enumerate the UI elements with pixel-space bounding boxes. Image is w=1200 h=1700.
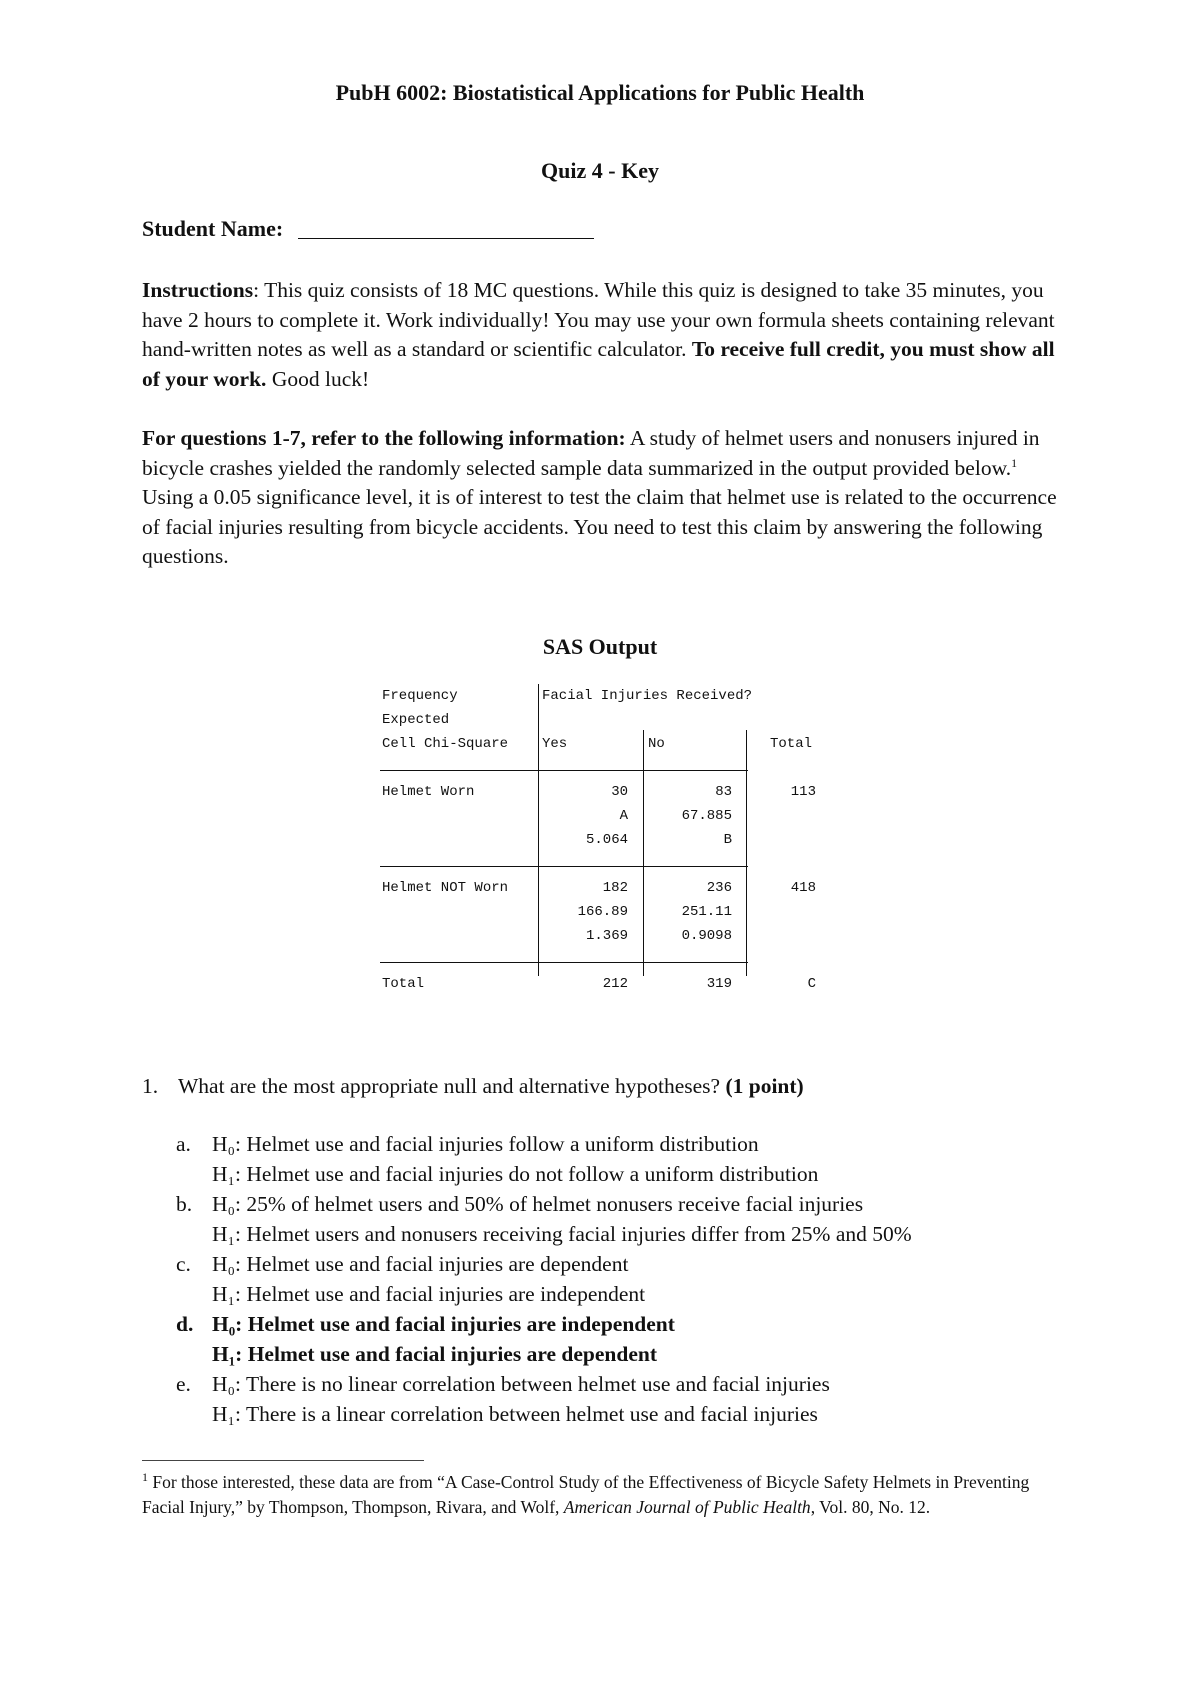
footnote-marker: 1 [1011, 455, 1018, 470]
footnote-divider [142, 1460, 424, 1461]
quiz-title: Quiz 4 - Key [541, 158, 659, 183]
cell-notworn-no-chi-square: 0.9098 [681, 928, 732, 944]
option-h0: H₀: 25% of helmet users and 50% of helmet nonusers receive facial injuries [212, 1192, 864, 1216]
question-points: (1 point) [725, 1074, 804, 1098]
footnote-text-2: , Vol. 80, No. 12. [810, 1496, 931, 1517]
row-label-helmet-worn: Helmet Worn [382, 784, 475, 800]
cell-worn-yes-chi-square: 5.064 [585, 832, 628, 848]
column-variable-label: Facial Injuries Received? [542, 688, 753, 704]
legend-expected: Expected [382, 712, 450, 728]
table-rule-vertical [538, 684, 539, 976]
question-number: 1. [142, 1074, 159, 1098]
option-h0: H₀: Helmet use and facial injuries follow a uniform distribution [212, 1132, 759, 1156]
instructions-label: Instructions [142, 278, 254, 302]
table-rule-horizontal [380, 770, 748, 771]
column-header-yes: Yes [542, 736, 568, 752]
column-header-no: No [648, 736, 665, 752]
cell-notworn-yes-chi-square: 1.369 [585, 928, 628, 944]
legend-cell-chi-square: Cell Chi-Square [382, 736, 509, 752]
cell-worn-yes-frequency: 30 [611, 784, 628, 800]
instructions-closing: Good luck! [266, 366, 370, 391]
option-h1: H₁: Helmet use and facial injuries are independent [212, 1282, 646, 1306]
cell-worn-total: 113 [790, 784, 816, 800]
table-rule-horizontal [380, 866, 748, 867]
cell-grand-total: C [807, 976, 816, 992]
question-prompt: What are the most appropriate null and alternative hypotheses? [178, 1074, 721, 1098]
row-label-total: Total [382, 976, 425, 992]
table-rule-horizontal [380, 962, 748, 963]
option-letter: d. [176, 1312, 194, 1336]
legend-frequency: Frequency [382, 688, 458, 704]
student-name-label: Student Name: [142, 216, 284, 241]
cell-worn-yes-expected: A [619, 808, 628, 824]
table-rule-vertical [746, 730, 747, 976]
sas-output-title: SAS Output [542, 634, 658, 659]
footnote [142, 1470, 1072, 1519]
footnote-journal: American Journal of Public Health [563, 1496, 811, 1517]
cell-worn-no-chi-square: B [723, 832, 732, 848]
info-text-2: Using a 0.05 significance level, it is of interest to test the claim that helmet use is related to the occurrence of facial injuries resulting from bicycle accidents. You need to test this claim by answering the following questions. [142, 485, 1057, 568]
option-h1: H₁: There is a linear correlation between helmet use and facial injuries [212, 1402, 818, 1426]
cell-worn-no-frequency: 83 [715, 784, 732, 800]
option-h0: H₀: Helmet use and facial injuries are dependent [212, 1252, 629, 1276]
question-text [178, 1072, 804, 1101]
row-label-helmet-not-worn: Helmet NOT Worn [382, 880, 509, 896]
cell-notworn-no-expected: 251.11 [681, 904, 732, 920]
cell-notworn-no-frequency: 236 [706, 880, 732, 896]
cell-worn-no-expected: 67.885 [681, 808, 732, 824]
option-h0: H₀: Helmet use and facial injuries are independent [212, 1312, 675, 1336]
option-h1: H₁: Helmet users and nonusers receiving facial injuries differ from 25% and 50% [212, 1222, 912, 1246]
column-header-total: Total [770, 736, 813, 752]
option-h0: H₀: There is no linear correlation between helmet use and facial injuries [212, 1372, 830, 1396]
cell-notworn-yes-frequency: 182 [602, 880, 628, 896]
footnote-text-1: For those interested, these data are from “A Case-Control Study of the Effectiveness of Bicycle Safety Helmets in Preventing Facial Injury,” by Thompson, Thompson, Rivara, and Wolf, [142, 1472, 1030, 1517]
option-letter: c. [176, 1252, 191, 1276]
course-title: PubH 6002: Biostatistical Applications for Public Health [335, 80, 865, 105]
footnote-number: 1 [142, 1470, 148, 1485]
cell-total-no: 319 [706, 976, 732, 992]
instructions-text: : This quiz consists of 18 MC questions. While this quiz is designed to take 35 minutes, you have 2 hours to complete it. Work individually! You may use your own formula sheets containing relevant hand-written notes as well as a standard or scientific calculator. [142, 278, 1055, 361]
cell-notworn-yes-expected: 166.89 [577, 904, 628, 920]
info-lead: For questions 1-7, refer to the following information: [142, 426, 626, 450]
option-letter: e. [176, 1372, 191, 1396]
cell-total-yes: 212 [602, 976, 628, 992]
cell-notworn-total: 418 [790, 880, 816, 896]
option-h1: H₁: Helmet use and facial injuries are dependent [212, 1342, 657, 1366]
table-rule-vertical [643, 730, 644, 976]
option-letter: b. [176, 1192, 193, 1216]
info-text-1: A study of helmet users and nonusers injured in bicycle crashes yielded the randomly selected sample data summarized in the output provided below. [142, 426, 1040, 480]
instructions-bold-text: To receive full credit, you must show all of your work. [142, 337, 1055, 391]
option-h1: H₁: Helmet use and facial injuries do not follow a uniform distribution [212, 1162, 819, 1186]
option-letter: a. [176, 1132, 191, 1156]
